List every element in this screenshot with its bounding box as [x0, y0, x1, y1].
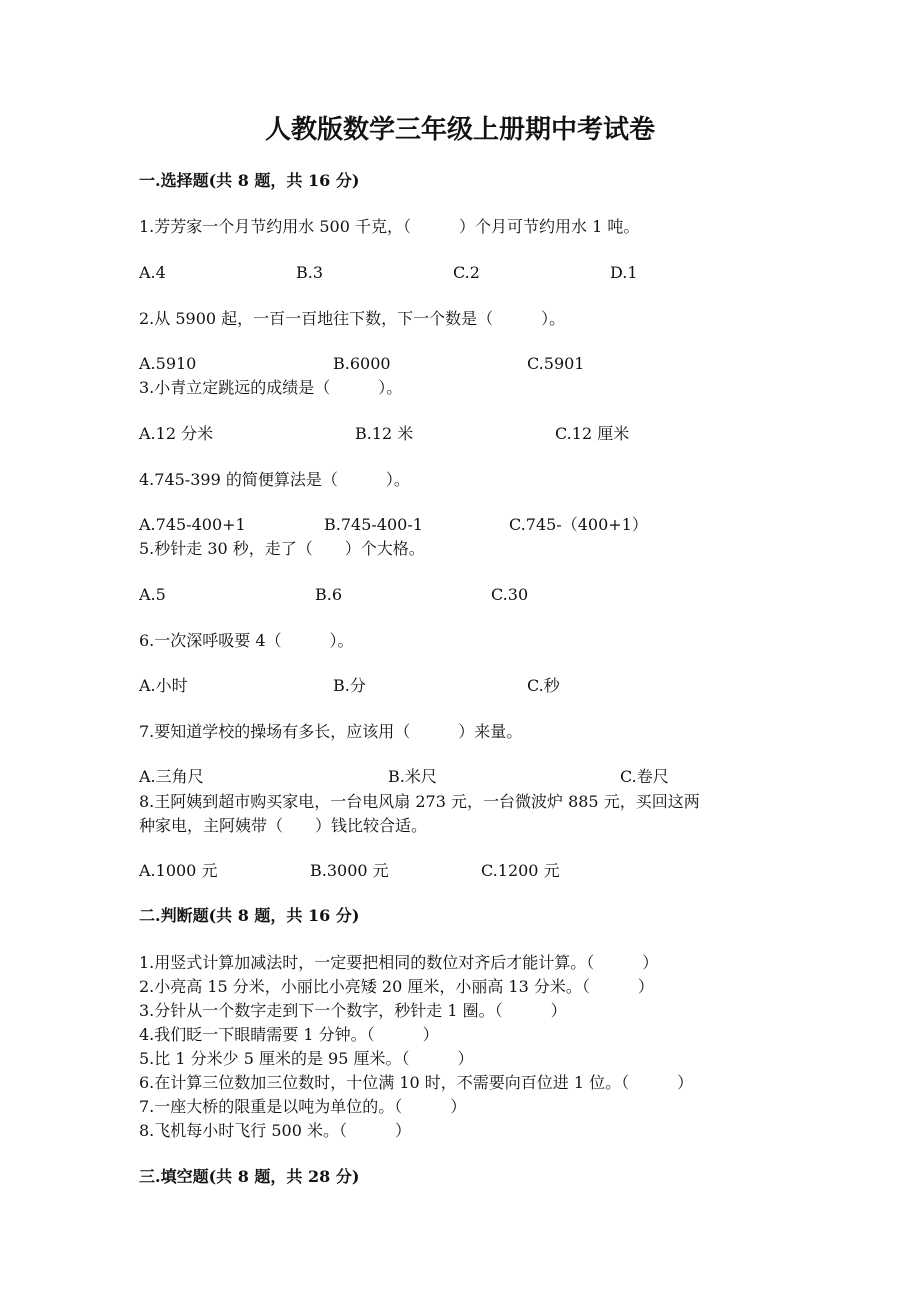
judgment-item-3: 3.分针从一个数字走到下一个数字，秒针走 1 圈。（ ） [139, 1001, 567, 1020]
q8-option-b: B.3000 元 [310, 861, 389, 880]
judgment-item-2: 2.小亮高 15 分米，小丽比小亮矮 20 厘米，小丽高 13 分米。（ ） [139, 977, 654, 996]
q7-option-b: B.米尺 [388, 767, 437, 786]
q4-option-c: C.745-（400+1） [509, 515, 648, 534]
section-heading-judgment: 二.判断题(共 8 题，共 16 分) [139, 906, 360, 925]
q5-option-c: C.30 [491, 585, 529, 604]
judgment-item-6: 6.在计算三位数加三位数时，十位满 10 时，不需要向百位进 1 位。（ ） [139, 1073, 694, 1092]
q3-option-c: C.12 厘米 [555, 424, 630, 443]
judgment-item-5: 5.比 1 分米少 5 厘米的是 95 厘米。（ ） [139, 1049, 474, 1068]
q8-option-a: A.1000 元 [139, 861, 218, 880]
judgment-item-8: 8.飞机每小时飞行 500 米。（ ） [139, 1121, 411, 1140]
q3-option-b: B.12 米 [355, 424, 414, 443]
question-3-stem: 3.小青立定跳远的成绩是（ ）。 [139, 378, 403, 397]
judgment-item-1: 1.用竖式计算加减法时，一定要把相同的数位对齐后才能计算。（ ） [139, 953, 659, 972]
question-7-stem: 7.要知道学校的操场有多长，应该用（ ）来量。 [139, 722, 523, 741]
q1-option-d: D.1 [610, 263, 638, 282]
q1-option-c: C.2 [453, 263, 480, 282]
judgment-item-4: 4.我们眨一下眼睛需要 1 分钟。（ ） [139, 1025, 439, 1044]
q3-option-a: A.12 分米 [139, 424, 214, 443]
section-heading-fill-blank: 三.填空题(共 8 题，共 28 分) [139, 1167, 360, 1186]
q8-option-c: C.1200 元 [481, 861, 560, 880]
q1-option-b: B.3 [296, 263, 324, 282]
q6-option-a: A.小时 [139, 676, 188, 695]
question-1-stem: 1.芳芳家一个月节约用水 500 千克，（ ）个月可节约用水 1 吨。 [139, 217, 640, 236]
q7-option-a: A.三角尺 [139, 767, 204, 786]
q1-option-a: A.4 [139, 263, 166, 282]
q6-option-b: B.分 [333, 676, 366, 695]
q6-option-c: C.秒 [527, 676, 560, 695]
exam-title: 人教版数学三年级上册期中考试卷 [264, 115, 655, 145]
question-5-stem: 5.秒针走 30 秒，走了（ ）个大格。 [139, 539, 425, 558]
q7-option-c: C.卷尺 [620, 767, 669, 786]
question-4-stem: 4.745-399 的简便算法是（ ）。 [139, 470, 410, 489]
question-6-stem: 6.一次深呼吸要 4（ ）。 [139, 631, 354, 650]
section-heading-choice: 一.选择题(共 8 题，共 16 分) [139, 171, 360, 190]
q2-option-c: C.5901 [527, 354, 585, 373]
q2-option-a: A.5910 [139, 354, 197, 373]
question-8-stem-continued: 种家电，主阿姨带（ ）钱比较合适。 [139, 816, 428, 835]
question-8-stem: 8.王阿姨到超市购买家电，一台电风扇 273 元，一台微波炉 885 元，买回这两 [139, 792, 700, 811]
judgment-item-7: 7.一座大桥的限重是以吨为单位的。（ ） [139, 1097, 467, 1116]
q4-option-b: B.745-400-1 [324, 515, 423, 534]
q5-option-a: A.5 [139, 585, 166, 604]
question-2-stem: 2.从 5900 起，一百一百地往下数，下一个数是（ ）。 [139, 309, 566, 328]
q4-option-a: A.745-400+1 [139, 515, 246, 534]
q5-option-b: B.6 [315, 585, 343, 604]
q2-option-b: B.6000 [333, 354, 391, 373]
